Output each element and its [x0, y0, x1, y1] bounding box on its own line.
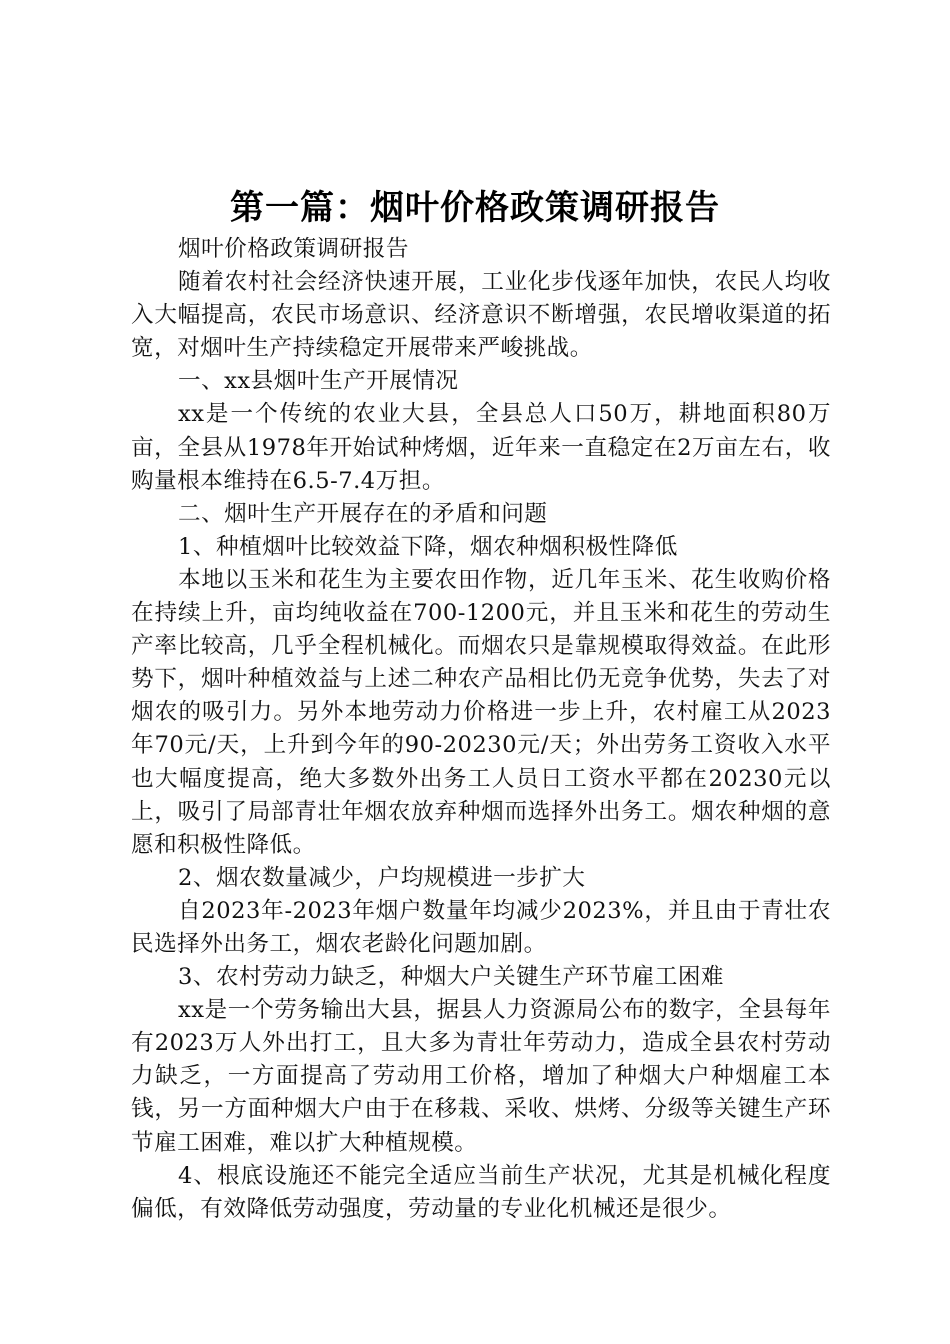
paragraph-benefit-decline: 本地以玉米和花生为主要农田作物，近几年玉米、花生收购价格在持续上升，亩均纯收益在700-1200元，并且玉米和花生的劳动生产率比较高，几乎全程机械化。而烟农只是靠规模取得效益。在此形势下，烟叶种植效益与上述二种农产品相比仍无竞争优势，失去了对烟农的吸引力。另外本地劳动力价格进一步上升，农村雇工从2023年70元/天，上升到今年的90-20230元/天；外出劳务工资收入水平也大幅度提高，绝大多数外出务工人员日工资水平都在20230元以上，吸引了局部青壮年烟农放弃种烟而选择外出务工。烟农种烟的意愿和积极性降低。: [131, 566, 831, 858]
paragraph-county-overview: xx是一个传统的农业大县，全县总人口50万，耕地面积80万亩，全县从1978年开始试种烤烟，近年来一直稳定在2万亩左右，收购量根本维持在6.5-7.4万担。: [131, 401, 831, 494]
paragraph-subtitle: 烟叶价格政策调研报告: [178, 236, 409, 262]
document-body: [131, 233, 831, 1226]
section-heading-1: 一、xx县烟叶生产开展情况: [178, 368, 459, 395]
subheading-2: 2、烟农数量减少，户均规模进一步扩大: [178, 864, 586, 891]
paragraph-labor-shortage: xx是一个劳务输出大县，据县人力资源局公布的数字，全县每年有2023万人外出打工，且大多为青壮年劳动力，造成全县农村劳动力缺乏，一方面提高了劳动用工价格，增加了种烟大户种烟雇工本钱，另一方面种烟大户由于在移栽、采收、烘烤、分级等关键生产环节雇工困难，难以扩大种植规模。: [131, 997, 831, 1156]
section-heading-2: 二、烟叶生产开展存在的矛盾和问题: [178, 500, 548, 527]
paragraph-grower-decrease: 自2023年-2023年烟户数量年均减少2023%，并且由于青壮农民选择外出务工，烟农老龄化问题加剧。: [131, 897, 831, 957]
subheading-3: 3、农村劳动力缺乏，种烟大户关键生产环节雇工困难: [178, 964, 725, 991]
subheading-1: 1、种植烟叶比较效益下降，烟农种烟积极性降低: [178, 533, 678, 560]
paragraph-infrastructure: 4、根底设施还不能完全适应当前生产状况，尤其是机械化程度偏低，有效降低劳动强度，劳动量的专业化机械还是很少。: [131, 1162, 831, 1222]
document-title: 第一篇：烟叶价格政策调研报告: [230, 188, 720, 228]
paragraph-intro: 随着农村社会经济快速开展，工业化步伐逐年加快，农民人均收入大幅提高，农民市场意识、经济意识不断增强，农民增收渠道的拓宽，对烟叶生产持续稳定开展带来严峻挑战。: [131, 269, 831, 362]
